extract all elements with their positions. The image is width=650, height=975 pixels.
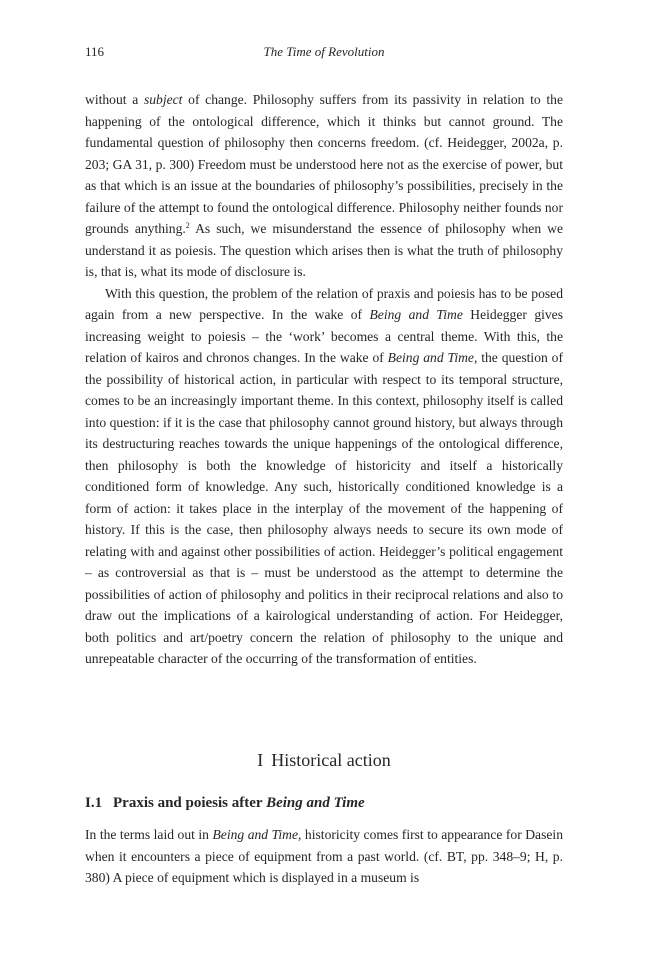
- text-run: , the question of the possibility of historical action, in particular with respect to its temporal structure, comes to be an increasingly important theme. In this context, philosophy itself is called into question: if it is the case that philosophy cannot ground history, but always through its destructuring reaches towards the unique happenings of the ontological difference, then philosophy is both the knowledge of historicity and itself a historically conditioned form of knowledge. Any such, historically conditioned knowledge is a form of action: it takes place in the interplay of the movement of the happening of history. If this is the case, then philosophy always needs to secure its own mode of relating with and against other possibilities of action. Heidegger’s political engagement – as controversial as that is – must be understood as the attempt to determine the possibilities of action of philosophy and politics in their reciprocal relations and also to draw out the implications of a kairological understanding of action. For Heidegger, both politics and art/poetry concern the relation of philosophy to the unique and unrepeatable character of the occurring of the transformation of entities.: [85, 350, 563, 666]
- text-run: In the terms laid out in: [85, 827, 213, 842]
- body-text: [85, 89, 563, 670]
- text-run: of change. Philosophy suffers from its passivity in relation to the happening of the ontological difference, which it thinks but cannot ground. The fundamental question of philosophy then concerns freedom. (cf. Heidegger, 2002a, p. 203; GA 31, p. 300) Freedom must be understood here not as the exercise of power, but as that which is an issue at the boundaries of philosophy’s possibilities, precisely in the failure of the attempt to found the ontological difference. Philosophy neither founds nor grounds anything.: [85, 92, 564, 236]
- running-title: The Time of Revolution: [263, 44, 385, 59]
- section-title: Praxis and poiesis after: [113, 795, 267, 811]
- text-run: , historicity comes first to appearance for Dasein when it encounters a piece of equipment from a past world. (cf. BT, pp. 348–9; H, p. 380) A piece of equipment which is displayed in a museum is: [85, 827, 563, 885]
- section-number: I.1: [85, 795, 103, 811]
- book-title-italic: Being and Time: [387, 350, 474, 365]
- chapter-heading: [85, 748, 563, 772]
- running-head: [85, 44, 563, 64]
- chapter-title: Historical action: [271, 750, 391, 770]
- section-title-italic: Being and Time: [266, 795, 365, 811]
- text-run: without a: [85, 92, 144, 107]
- page-number: 116: [85, 44, 105, 59]
- chapter-number: I: [257, 750, 264, 770]
- section-body-text: [85, 824, 563, 889]
- text-run: Heidegger gives increasing weight to poiesis – the ‘work’ becomes a central theme. With this, the relation of kairos and chronos changes. In the wake of: [85, 307, 564, 365]
- emphasis-subject: subject: [143, 92, 183, 107]
- text-run: With this question, the problem of the relation of praxis and poiesis has to be posed again from a new perspective. In the wake of: [85, 285, 563, 322]
- paragraph-3: [85, 824, 563, 889]
- paragraph-1: [85, 89, 563, 283]
- book-page: [85, 0, 563, 975]
- section-heading: [85, 792, 563, 814]
- paragraph-2: [85, 283, 563, 670]
- book-title-italic: Being and Time: [369, 307, 463, 322]
- footnote-reference[interactable]: 2: [185, 221, 190, 230]
- text-run: As such, we misunderstand the essence of philosophy when we understand it as poiesis. The question which arises then is what the truth of philosophy is, that is, what its mode of disclosure is.: [85, 221, 563, 279]
- book-title-italic: Being and Time: [212, 827, 299, 842]
